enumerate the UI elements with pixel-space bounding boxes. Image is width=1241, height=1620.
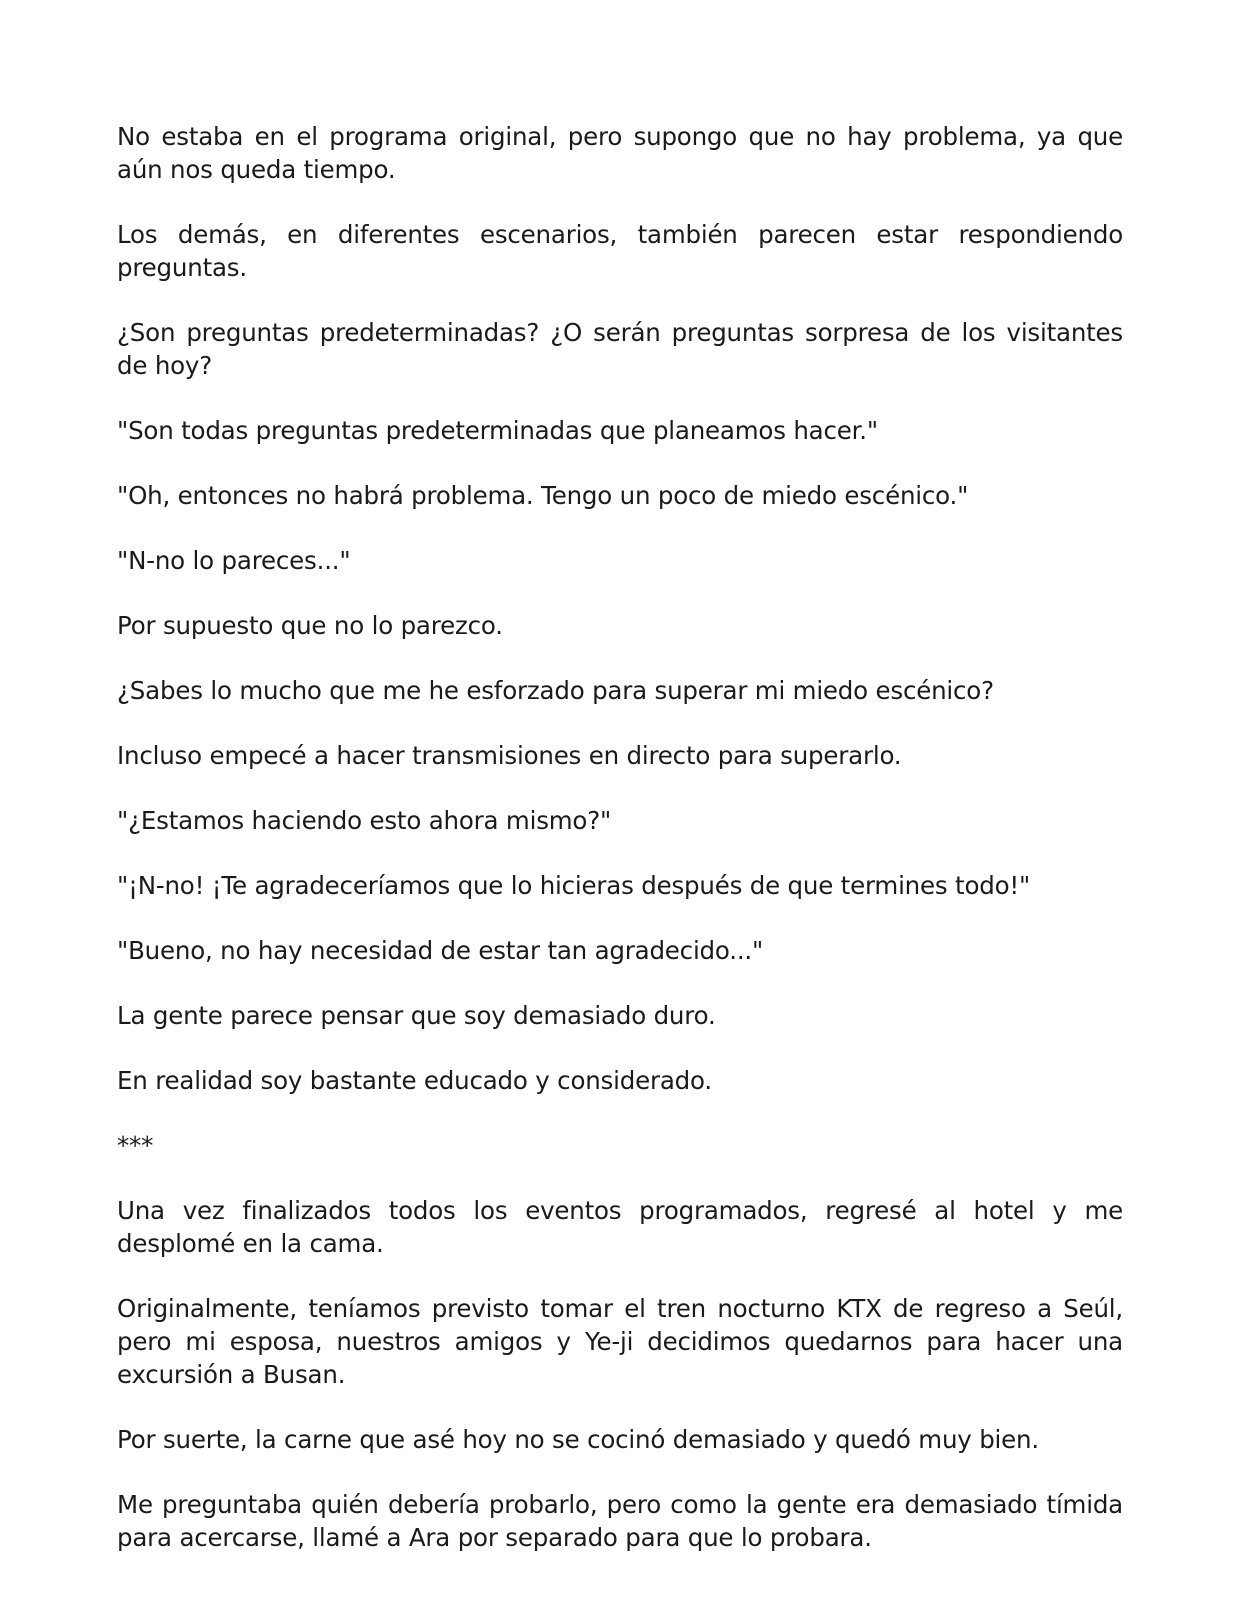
- paragraph: Originalmente, teníamos previsto tomar el tren nocturno KTX de regreso a Seúl, pero mi esposa, nuestros amigos y Ye-ji decidimos quedarnos para hacer una excursión a Busan.: [117, 1294, 1123, 1389]
- paragraph: "¡N-no! ¡Te agradeceríamos que lo hicieras después de que termines todo!": [117, 871, 1031, 900]
- paragraph: ¿Son preguntas predeterminadas? ¿O serán preguntas sorpresa de los visitantes de hoy?: [117, 318, 1123, 380]
- paragraph: "Son todas preguntas predeterminadas que planeamos hacer.": [117, 416, 878, 445]
- paragraph: Una vez finalizados todos los eventos programados, regresé al hotel y me desplomé en la cama.: [117, 1196, 1123, 1258]
- paragraph: La gente parece pensar que soy demasiado duro.: [117, 1001, 716, 1030]
- paragraph: "N-no lo pareces...": [117, 546, 351, 575]
- paragraph: Por supuesto que no lo parezco.: [117, 611, 503, 640]
- paragraph: Incluso empecé a hacer transmisiones en directo para superarlo.: [117, 741, 902, 770]
- paragraph: Me preguntaba quién debería probarlo, pero como la gente era demasiado tímida para acercarse, llamé a Ara por separado para que lo probara.: [117, 1490, 1123, 1552]
- paragraph: "Bueno, no hay necesidad de estar tan agradecido...": [117, 936, 764, 965]
- paragraph: "Oh, entonces no habrá problema. Tengo un poco de miedo escénico.": [117, 481, 969, 510]
- paragraph: No estaba en el programa original, pero supongo que no hay problema, ya que aún nos queda tiempo.: [117, 122, 1123, 184]
- paragraph: En realidad soy bastante educado y considerado.: [117, 1066, 712, 1095]
- paragraph: Los demás, en diferentes escenarios, también parecen estar respondiendo preguntas.: [117, 220, 1123, 282]
- scene-break: ***: [117, 1131, 154, 1160]
- paragraph: Por suerte, la carne que asé hoy no se cocinó demasiado y quedó muy bien.: [117, 1425, 1039, 1454]
- paragraph: "¿Estamos haciendo esto ahora mismo?": [117, 806, 612, 835]
- paragraph: ¿Sabes lo mucho que me he esforzado para superar mi miedo escénico?: [117, 676, 994, 705]
- document-body: [117, 120, 1123, 1586]
